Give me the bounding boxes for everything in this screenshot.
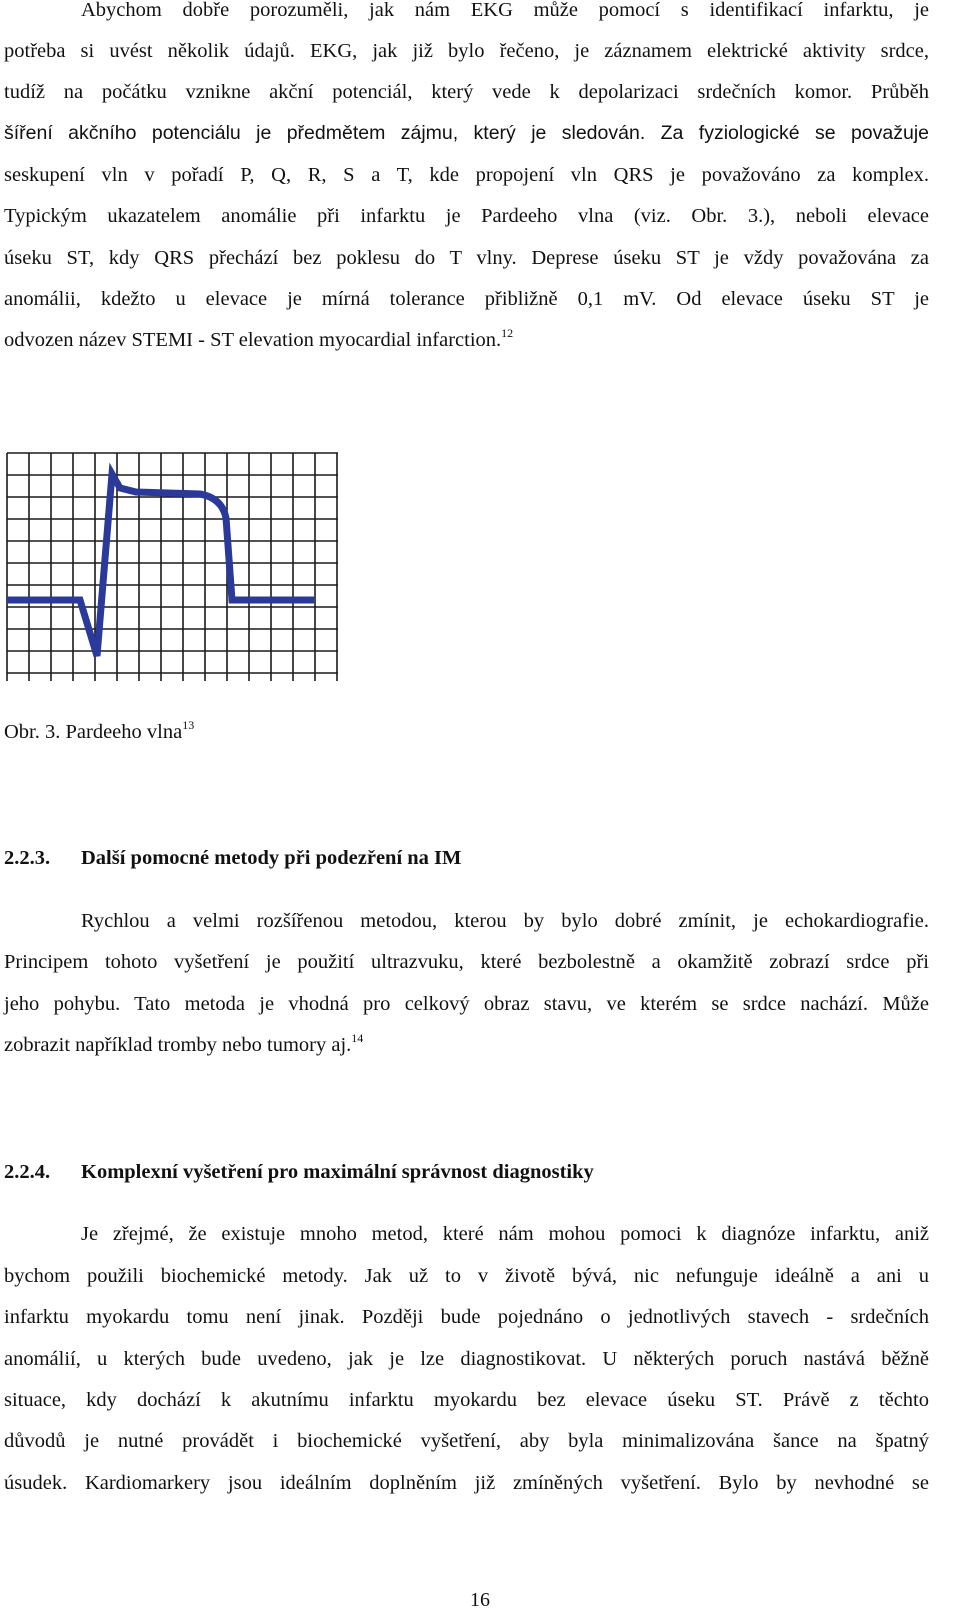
text-line: Je zřejmé, že existuje mnoho metod, které nám mohou pomoci k diagnóze infarktu, aniž xyxy=(81,1223,929,1245)
footnote-ref: 14 xyxy=(351,1031,364,1045)
text-line: zobrazit například tromby nebo tumory aj. xyxy=(4,1034,352,1056)
text-line: Typickým ukazatelem anomálie při infarktu je Pardeeho vlna (viz. Obr. 3.), neboli elevace xyxy=(4,205,929,227)
text-line: anomálií, u kterých bude uvedeno, jak je lze diagnostikovat. U některých poruch nastává běžně xyxy=(4,1348,929,1370)
section-title: Komplexní vyšetření pro maximální správnost diagnostiky xyxy=(81,1161,594,1183)
section-number: 2.2.4. xyxy=(4,1161,51,1183)
text-line: Abychom dobře porozuměli, jak nám EKG může pomocí s identifikací infarktu, je xyxy=(81,0,929,21)
section-title: Další pomocné metody při podezření na IM xyxy=(81,847,462,869)
text-line: anomálii, kdežto u elevace je mírná tolerance přibližně 0,1 mV. Od elevace úseku ST je xyxy=(4,288,929,310)
pardee-wave-figure xyxy=(0,446,345,686)
text-line-last xyxy=(4,1025,929,1066)
footnote-ref: 12 xyxy=(501,326,514,340)
section-number: 2.2.3. xyxy=(4,847,51,869)
section-heading-2-2-3 xyxy=(4,838,461,879)
text-line: šíření akčního potenciálu je předmětem zájmu, který je sledován. Za fyziologické se považuje xyxy=(4,122,929,144)
text-line: situace, kdy dochází k akutnímu infarktu myokardu bez elevace úseku ST. Právě z těchto xyxy=(4,1389,929,1411)
figure-caption xyxy=(4,712,194,753)
text-line: potřeba si uvést několik údajů. EKG, jak již bylo řečeno, je záznamem elektrické aktivity srdce, xyxy=(4,40,929,62)
text-line: důvodů je nutné provádět i biochemické vyšetření, aby byla minimalizována šance na špatný xyxy=(4,1430,929,1452)
text-line: infarktu myokardu tomu není jinak. Později bude pojednáno o jednotlivých stavech - srdečních xyxy=(4,1306,929,1328)
text-line: seskupení vln v pořadí P, Q, R, S a T, kde propojení vln QRS je považováno za komplex. xyxy=(4,164,929,186)
text-line: Principem tohoto vyšetření je použití ultrazvuku, které bezbolestně a okamžitě zobrazí srdce při xyxy=(4,951,929,973)
figure-caption-text: Obr. 3. Pardeeho vlna xyxy=(4,721,183,743)
section-heading-2-2-4 xyxy=(4,1152,594,1193)
text-line-last xyxy=(4,320,929,361)
text-line: jeho pohybu. Tato metoda je vhodná pro celkový obraz stavu, ve kterém se srdce nachází. Může xyxy=(4,993,929,1015)
text-line: Rychlou a velmi rozšířenou metodou, kterou by bylo dobré zmínit, je echokardiografie. xyxy=(81,910,929,932)
text-line: úseku ST, kdy QRS přechází bez poklesu do T vlny. Deprese úseku ST je vždy považována za xyxy=(4,247,929,269)
footnote-ref: 13 xyxy=(182,718,195,732)
ecg-grid xyxy=(7,453,338,681)
page-number: 16 xyxy=(470,1589,490,1611)
text-line: úsudek. Kardiomarkery jsou ideálním doplněním již zmíněných vyšetření. Bylo by nevhodné se xyxy=(4,1472,929,1494)
text-line: odvozen název STEMI - ST elevation myocardial infarction. xyxy=(4,329,502,351)
text-line: bychom použili biochemické metody. Jak už to v životě bývá, nic nefunguje ideálně a ani u xyxy=(4,1265,929,1287)
text-line: tudíž na počátku vznikne akční potenciál, který vede k depolarizaci srdečních komor. Průběh xyxy=(4,81,929,103)
